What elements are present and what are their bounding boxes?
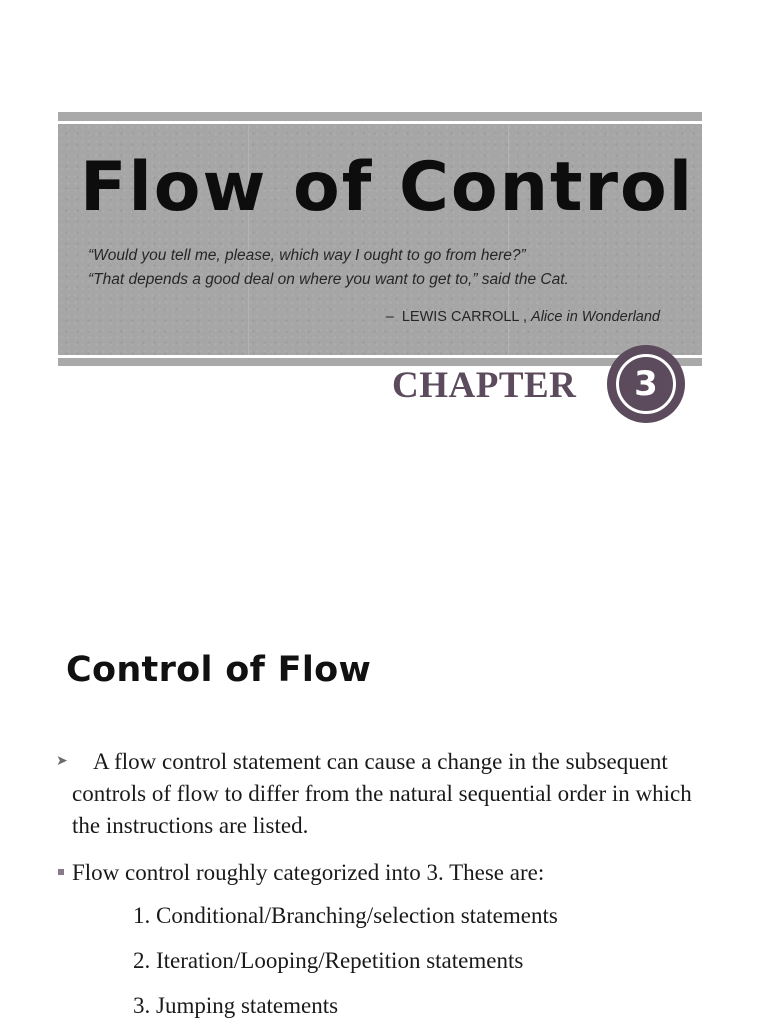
quote-line-1: “Would you tell me, please, which way I ought to go from here?” bbox=[88, 247, 526, 264]
quote-attribution bbox=[386, 309, 660, 325]
chapter-label: CHAPTER bbox=[392, 365, 577, 406]
title-banner bbox=[58, 124, 702, 355]
quote-line-2: “That depends a good deal on where you want to get to,” said the Cat. bbox=[88, 271, 569, 288]
attribution-author: LEWIS CARROLL , bbox=[401, 309, 527, 325]
banner-bottom-stripe bbox=[58, 358, 702, 366]
chapter-number-badge bbox=[607, 345, 685, 423]
list-item: 3. Jumping statements bbox=[133, 993, 339, 1018]
banner-top-stripe bbox=[58, 112, 702, 121]
main-title: Flow of Control bbox=[80, 148, 695, 227]
bullet-paragraph-1: A flow control statement can cause a change in the subsequent controls of flow to differ from the natural sequential order in which the instructions are listed. bbox=[72, 749, 692, 838]
list-item: 1. Conditional/Branching/selection statements bbox=[133, 903, 558, 928]
section-title: Control of Flow bbox=[66, 650, 372, 690]
chapter-number: 3 bbox=[616, 354, 676, 414]
attribution-dash: – bbox=[385, 309, 394, 325]
arrowhead-bullet-icon: ➤ bbox=[56, 753, 68, 769]
square-bullet-icon bbox=[58, 869, 64, 875]
attribution-work: Alice in Wonderland bbox=[531, 309, 660, 325]
bullet-paragraph-2: Flow control roughly categorized into 3. These are: bbox=[72, 860, 545, 885]
list-item: 2. Iteration/Looping/Repetition statements bbox=[133, 948, 524, 973]
